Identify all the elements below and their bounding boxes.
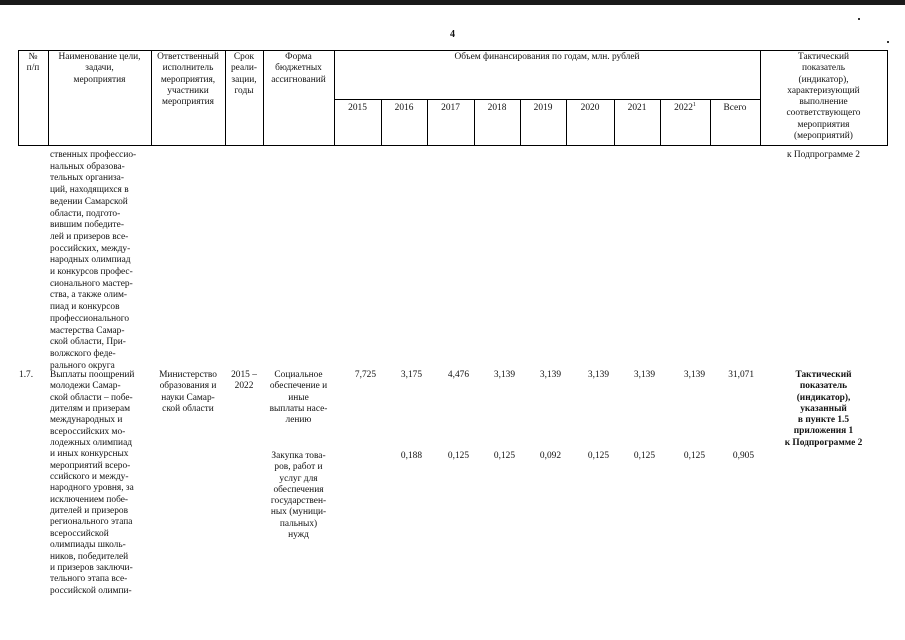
header-term: Срок реали- зации, годы — [230, 52, 258, 96]
row-name-line: мероприятий всеро- — [50, 460, 131, 471]
row-name — [50, 370, 151, 597]
scan-speck — [887, 41, 889, 43]
row-name-line: российской олимпи- — [50, 585, 132, 596]
row-name-line: олимпиады школь- — [50, 540, 126, 551]
row-name-line: регионального этапа — [50, 517, 133, 528]
continuation-name-line: тельных организа- — [50, 173, 124, 184]
value-2021: 0,125 — [633, 451, 655, 461]
value-2017: 0,125 — [447, 451, 469, 461]
header-total: Всего — [723, 103, 747, 113]
header-year: 2016 — [394, 103, 414, 113]
value-2019: 0,092 — [539, 451, 561, 461]
row-indicator: Тактический показатель (индикатор), указанный в пункте 1.5 приложения 1 к Подпрограмме 2 — [784, 370, 863, 448]
row-name-line: Выплаты поощрений — [50, 370, 135, 380]
value-2021: 3,139 — [633, 370, 655, 380]
value-2017: 4,476 — [447, 370, 469, 380]
row-name-line: ников, победителей — [50, 551, 129, 562]
page-number: 4 — [450, 29, 455, 40]
header-form: Форма бюджетных ассигнований — [271, 52, 326, 85]
continuation-name-line: народных олимпиад — [50, 255, 131, 266]
value-2016: 0,188 — [400, 451, 422, 461]
header-year: 2019 — [533, 103, 553, 113]
header-name: Наименование цели, задачи, мероприятия — [58, 52, 141, 85]
year-label: 2022 — [674, 103, 693, 113]
continuation-name-line: лей и призеров все- — [50, 231, 129, 242]
continuation-name-line: рального округа — [50, 360, 115, 371]
header-year: 2017 — [441, 103, 460, 113]
row-name-line: молодежи Самар- — [50, 381, 121, 392]
continuation-name-line: мастерства Самар- — [50, 325, 125, 336]
header-year: 2015 — [348, 103, 367, 113]
scan-top-border — [0, 0, 905, 5]
header-indicator: Тактический показатель (индикатор), характеризующий выполнение соответствующего мероприятия (мероприятий) — [786, 52, 861, 142]
row-name-line: ссийского и между- — [50, 472, 129, 483]
row-form-procurement: Закупка това- ров, работ и услуг для обеспечения государствен- ных (муници- пальных) нужд — [270, 451, 327, 541]
row-form-social: Социальное обеспечение и иные выплаты насе- лению — [269, 370, 328, 426]
row-name-line: исключением побе- — [50, 494, 129, 505]
continuation-name-line: и конкурсов профес- — [50, 267, 133, 278]
row-term: 2015 – 2022 — [231, 370, 257, 392]
scan-speck — [858, 18, 860, 20]
continuation-name-line: сионального мастер- — [50, 278, 133, 289]
continuation-name-line: ведении Самарской — [50, 196, 128, 207]
continuation-name-line: ственных профессио- — [50, 150, 137, 160]
continuation-name-line: профессионального — [50, 313, 130, 324]
header-executor: Ответственный исполнитель мероприятия, участники мероприятия — [157, 52, 219, 108]
row-executor: Министерство образования и науки Самар- ской области — [159, 370, 217, 414]
continuation-name — [50, 150, 151, 372]
header-year: 2018 — [487, 103, 507, 113]
row-name-line: всероссийской — [50, 528, 109, 539]
row-name-line: дителям и призерам — [50, 404, 131, 415]
continuation-name-line: вившим победите- — [50, 220, 124, 231]
header-year: 2021 — [627, 103, 647, 113]
continuation-name-line: волжского феде- — [50, 348, 116, 359]
continuation-name-line: ций, находящихся в — [50, 185, 129, 196]
continuation-name-line: пиад и конкурсов — [50, 302, 120, 313]
value-2019: 3,139 — [539, 370, 561, 380]
footnote-mark: 1 — [692, 101, 696, 108]
continuation-name-line: нальных образова- — [50, 161, 125, 172]
row-name-line: международных и — [50, 415, 123, 426]
value-2022: 3,139 — [683, 370, 705, 380]
value-2020: 3,139 — [587, 370, 609, 380]
value-2020: 0,125 — [587, 451, 609, 461]
header-volume: Объем финансирования по годам, млн. рублей — [454, 52, 640, 62]
row-name-line: народного уровня, за — [50, 483, 134, 494]
row-number: 1.7. — [19, 370, 34, 380]
value-2018: 3,139 — [493, 370, 515, 380]
row-name-line: и иных конкурсных — [50, 449, 129, 460]
value-2016: 3,175 — [400, 370, 422, 380]
row-name-line: лодежных олимпиад — [50, 438, 133, 449]
row-name-line: всероссийских мо- — [50, 426, 126, 437]
value-2018: 0,125 — [493, 451, 515, 461]
value-2015: 7,725 — [354, 370, 376, 380]
continuation-name-line: ской области, При- — [50, 337, 126, 348]
row-name-line: тельного этапа все- — [50, 574, 128, 585]
row-name-line: дителей и призеров — [50, 506, 128, 517]
header-year-2022 — [660, 103, 710, 114]
row-name-line: и призеров заключи- — [50, 562, 133, 573]
value-2022: 0,125 — [683, 451, 705, 461]
value-total: 0,905 — [732, 451, 754, 461]
row-name-line: ской области – побе- — [50, 392, 133, 403]
continuation-name-line: российских, между- — [50, 243, 131, 254]
continuation-name-line: области, подгото- — [50, 208, 121, 219]
header-number: № п/п — [26, 52, 40, 74]
value-total: 31,071 — [728, 370, 754, 380]
continuation-name-line: ства, а также олим- — [50, 290, 128, 301]
header-year: 2020 — [580, 103, 600, 113]
continuation-indicator: к Подпрограмме 2 — [787, 150, 860, 160]
